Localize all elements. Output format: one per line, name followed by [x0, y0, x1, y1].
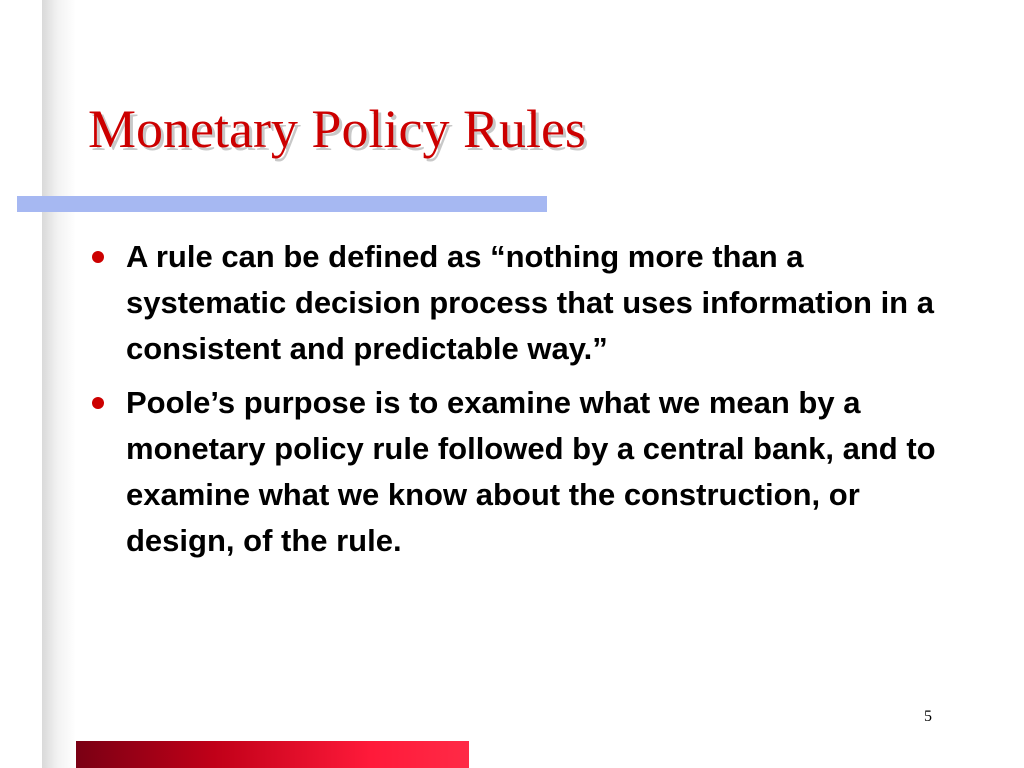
bullet-item — [88, 234, 968, 372]
slide-title: Monetary Policy Rules — [88, 99, 586, 159]
left-decorative-bar — [42, 0, 76, 768]
bullet-text: Poole’s purpose is to examine what we mean by a monetary policy rule followed by a central bank, and to examine what we know about the construction, or design, of the rule. — [126, 385, 936, 558]
bullet-item — [88, 380, 968, 564]
bullet-dot-icon — [92, 251, 104, 263]
bullet-text: A rule can be defined as “nothing more than a systematic decision process that uses information in a consistent and predictable way.” — [126, 239, 934, 366]
title-underline-bar — [17, 196, 547, 212]
bottom-decorative-bar — [76, 741, 469, 768]
bullet-dot-icon — [92, 397, 104, 409]
bullet-list — [88, 234, 968, 572]
page-number: 5 — [924, 708, 932, 725]
